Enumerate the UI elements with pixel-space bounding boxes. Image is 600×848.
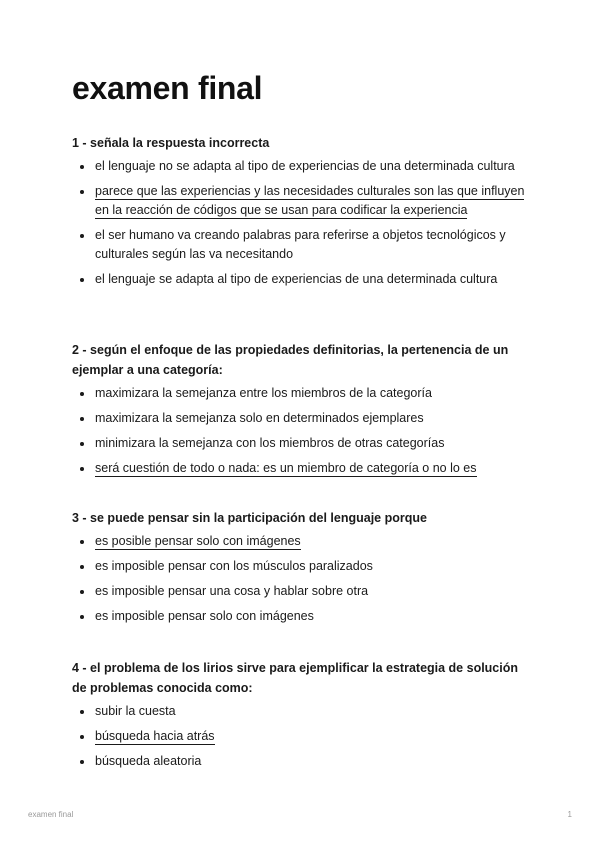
question-2	[72, 340, 528, 484]
option-text: búsqueda aleatoria	[95, 754, 202, 768]
option-text: es posible pensar solo con imágenes	[95, 534, 301, 548]
option-text: subir la cuesta	[95, 704, 176, 718]
option-text: parece que las experiencias y las necesidades culturales son las que influyen en la reacción de códigos que se usan para codificar la experiencia	[95, 184, 525, 217]
option-item	[72, 226, 528, 264]
option-text: será cuestión de todo o nada: es un miembro de categoría o no lo es	[95, 461, 477, 475]
option-list	[72, 532, 528, 626]
footer-title: examen final	[28, 810, 74, 819]
page-footer	[28, 810, 572, 819]
option-text: maximizara la semejanza solo en determinados ejemplares	[95, 411, 424, 425]
option-text: el ser humano va creando palabras para referirse a objetos tecnológicos y culturales según las va necesitando	[95, 228, 506, 261]
option-item	[72, 582, 528, 601]
option-text: búsqueda hacia atrás	[95, 729, 215, 743]
option-text: es imposible pensar solo con imágenes	[95, 609, 314, 623]
question-4	[72, 658, 528, 777]
option-item-marked-answer	[72, 532, 528, 551]
option-item-marked-answer	[72, 459, 528, 478]
option-item-marked-answer	[72, 727, 528, 746]
option-text: maximizara la semejanza entre los miembros de la categoría	[95, 386, 432, 400]
question-text: 1 - señala la respuesta incorrecta	[72, 136, 270, 150]
option-text: el lenguaje se adapta al tipo de experiencias de una determinada cultura	[95, 272, 498, 286]
option-item	[72, 607, 528, 626]
question-3	[72, 508, 528, 632]
question-text: 3 - se puede pensar sin la participación del lenguaje porque	[72, 511, 427, 525]
option-item	[72, 409, 528, 428]
option-item	[72, 557, 528, 576]
option-item	[72, 384, 528, 403]
question-text: 2 - según el enfoque de las propiedades definitorias, la pertenencia de un ejemplar a una categoría:	[72, 343, 509, 377]
option-item	[72, 752, 528, 771]
option-list	[72, 384, 528, 478]
option-list	[72, 157, 528, 289]
question-1	[72, 133, 528, 295]
option-item-marked-answer	[72, 182, 528, 220]
option-item	[72, 157, 528, 176]
option-item	[72, 434, 528, 453]
option-item	[72, 270, 528, 289]
option-text: es imposible pensar una cosa y hablar sobre otra	[95, 584, 369, 598]
option-item	[72, 702, 528, 721]
page-number: 1	[567, 810, 572, 819]
question-text: 4 - el problema de los lirios sirve para ejemplificar la estrategia de solución de problemas conocida como:	[72, 661, 519, 695]
option-list	[72, 702, 528, 771]
option-text: es imposible pensar con los músculos paralizados	[95, 559, 373, 573]
page-title: examen final	[72, 70, 263, 106]
option-text: el lenguaje no se adapta al tipo de experiencias de una determinada cultura	[95, 159, 515, 173]
option-text: minimizara la semejanza con los miembros de otras categorías	[95, 436, 445, 450]
